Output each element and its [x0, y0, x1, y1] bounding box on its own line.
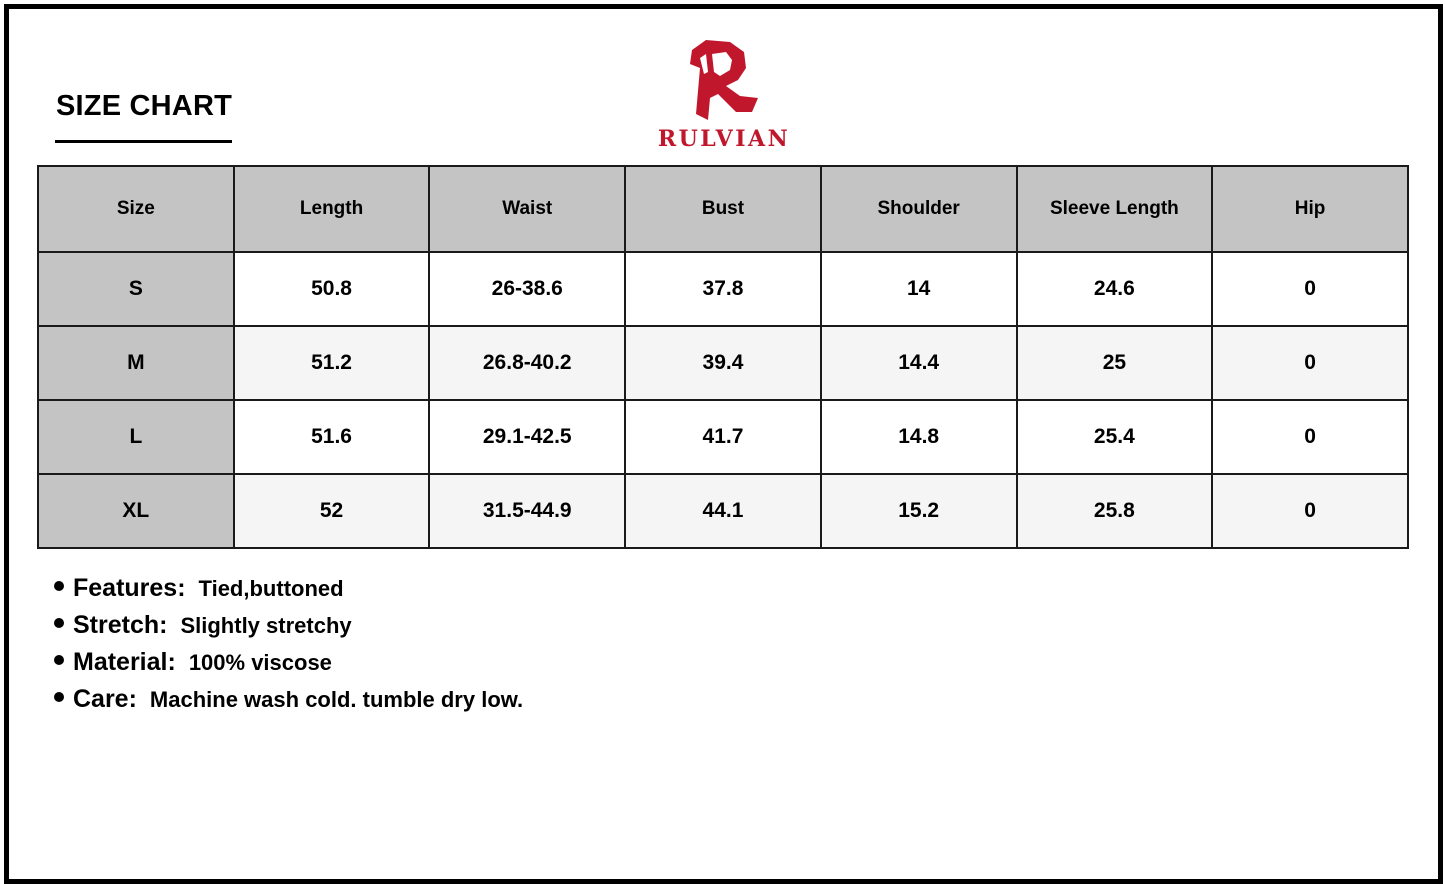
table-cell: 14.4	[821, 326, 1017, 400]
feature-value: Machine wash cold. tumble dry low.	[149, 687, 524, 712]
table-cell: 0	[1212, 400, 1408, 474]
table-cell: 26.8-40.2	[429, 326, 625, 400]
table-cell: 41.7	[625, 400, 821, 474]
table-cell: 15.2	[821, 474, 1017, 548]
bullet-icon	[54, 618, 64, 628]
bullet-icon	[54, 581, 64, 591]
table-row	[38, 474, 1408, 548]
table-cell: 25.4	[1017, 400, 1213, 474]
feature-value: Tied,buttoned	[198, 576, 344, 601]
feature-value: Slightly stretchy	[180, 613, 352, 638]
table-cell: 50.8	[234, 252, 430, 326]
column-header: Waist	[429, 166, 625, 252]
page-title: SIZE CHART	[56, 90, 232, 122]
size-cell: XL	[38, 474, 234, 548]
table-cell: 0	[1212, 252, 1408, 326]
feature-item	[54, 611, 523, 648]
column-header: Hip	[1212, 166, 1408, 252]
table-cell: 37.8	[625, 252, 821, 326]
table-cell: 26-38.6	[429, 252, 625, 326]
table-cell: 0	[1212, 474, 1408, 548]
size-cell: M	[38, 326, 234, 400]
size-cell: S	[38, 252, 234, 326]
feature-item	[54, 648, 523, 685]
feature-label: Features:	[73, 574, 186, 602]
table-cell: 14	[821, 252, 1017, 326]
table-cell: 51.2	[234, 326, 430, 400]
feature-label: Stretch:	[73, 611, 168, 639]
title-underline	[55, 140, 232, 143]
feature-value: 100% viscose	[188, 650, 332, 675]
column-header: Sleeve Length	[1017, 166, 1213, 252]
table-cell: 52	[234, 474, 430, 548]
table-cell: 24.6	[1017, 252, 1213, 326]
table-cell: 29.1-42.5	[429, 400, 625, 474]
column-header: Shoulder	[821, 166, 1017, 252]
table-header-row	[38, 166, 1408, 252]
column-header: Bust	[625, 166, 821, 252]
brand-name: RULVIAN	[657, 126, 791, 152]
table-cell: 25.8	[1017, 474, 1213, 548]
features-list	[54, 574, 523, 722]
table-cell: 44.1	[625, 474, 821, 548]
table-row	[38, 252, 1408, 326]
table-cell: 25	[1017, 326, 1213, 400]
table-cell: 0	[1212, 326, 1408, 400]
table-cell: 14.8	[821, 400, 1017, 474]
table-cell: 51.6	[234, 400, 430, 474]
bullet-icon	[54, 655, 64, 665]
column-header: Size	[38, 166, 234, 252]
feature-item	[54, 685, 523, 722]
feature-label: Care:	[73, 685, 137, 713]
table-cell: 39.4	[625, 326, 821, 400]
table-row	[38, 326, 1408, 400]
column-header: Length	[234, 166, 430, 252]
table-cell: 31.5-44.9	[429, 474, 625, 548]
feature-item	[54, 574, 523, 611]
size-cell: L	[38, 400, 234, 474]
brand-logo-mark-icon	[686, 38, 762, 122]
bullet-icon	[54, 692, 64, 702]
table-row	[38, 400, 1408, 474]
brand-logo	[650, 38, 798, 152]
feature-label: Material:	[73, 648, 176, 676]
size-table	[37, 165, 1409, 549]
